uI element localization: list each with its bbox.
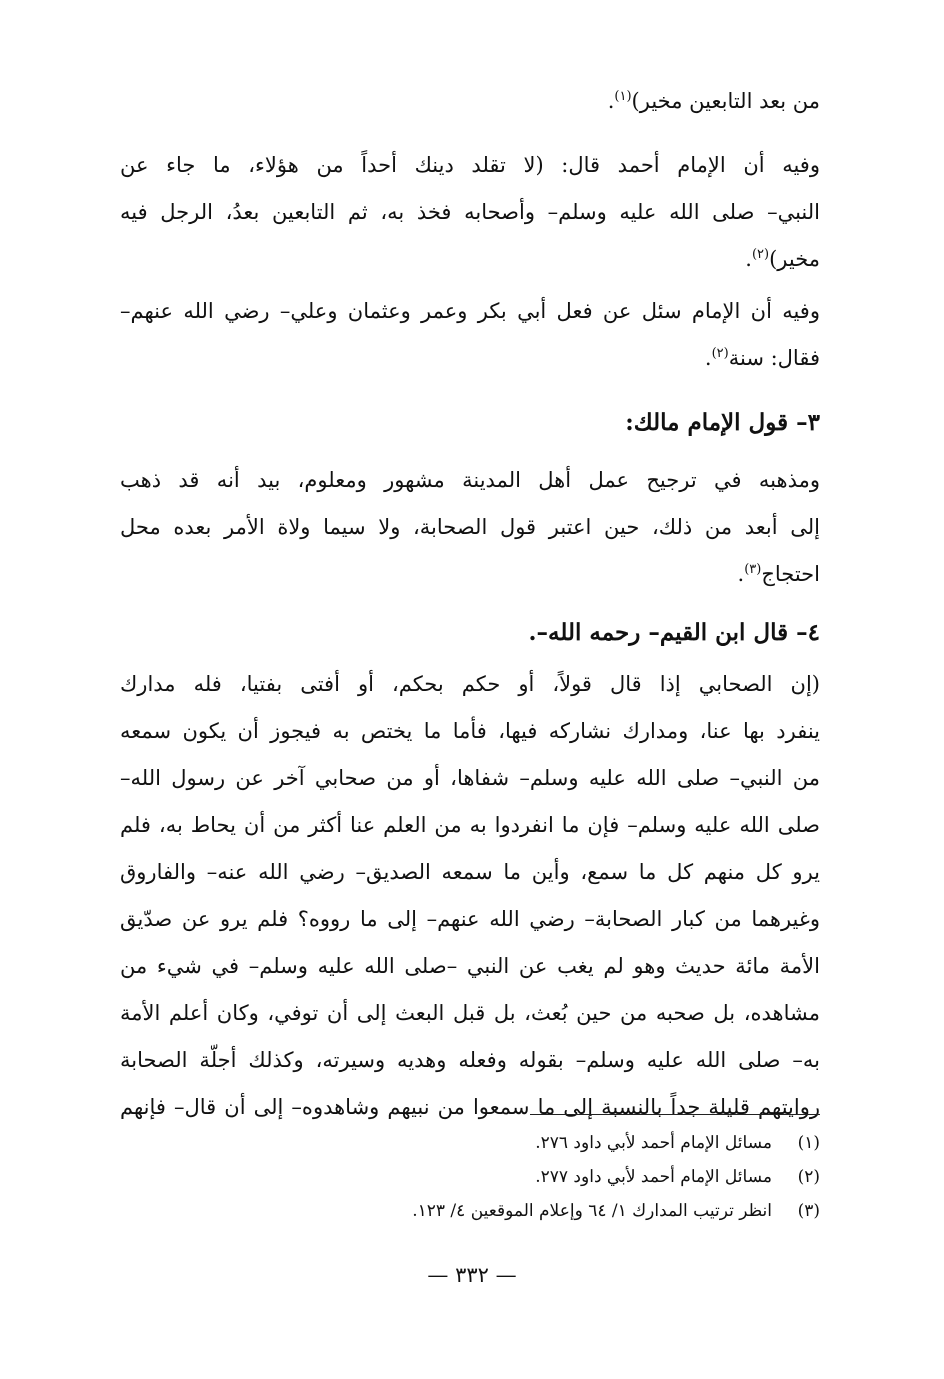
footnote-text: انظر ترتيب المدارك ١/ ٦٤ وإعلام الموقعين ٤/ ١٢٣. [412, 1201, 772, 1221]
footnote-3 [120, 1194, 820, 1228]
text-line: وغيرهما من كبار الصحابة– رضي الله عنهم– إلى ما رووه؟ فلم يرو عن صدّيق [120, 907, 820, 931]
text-line: إلى أبعد من ذلك، حين اعتبر قول الصحابة، ولا سيما ولاة الأمر بعده محل [120, 515, 820, 539]
text-line: وفيه أن الإمام أحمد قال: (لا تقلد دينك أحداً من هؤلاء، ما جاء عن [120, 153, 820, 177]
footnote-2 [120, 1160, 820, 1194]
footnote-ref: (١) [614, 89, 632, 104]
footnote-1 [120, 1126, 820, 1160]
section-heading-ibn-qayyim: ٤– قال ابن القيم– رحمه الله–. [528, 619, 820, 646]
text-line: صلى الله عليه وسلم– فإن ما انفردوا به من العلم عنا أكثر من أن يحاط به، فلم [120, 813, 820, 837]
section-heading-maliki: ٣– قول الإمام مالك: [625, 409, 820, 436]
text-line: مخير)$^{(٢)}$. [745, 247, 820, 271]
footnote-ref: (٢) [751, 247, 770, 262]
text-line: يرو كل منهم كل ما سمع، وأين ما سمعه الصديق– رضي الله عنه– والفاروق [120, 860, 820, 884]
paragraph-4 [120, 457, 820, 598]
text-line: ينفرد بها عنا، ومدارك نشاركه فيها، فأما ما يختص به فيجوز أن يكون سمعه [120, 719, 820, 743]
footnote-number: (٢) [797, 1167, 820, 1187]
footnote-text: مسائل الإمام أحمد لأبي داود ٢٧٧. [535, 1167, 772, 1187]
text-line: فقال: سنة$^{(٢)}$. [704, 346, 820, 370]
footnote-separator [530, 1114, 820, 1115]
paragraph-5 [120, 661, 820, 1131]
footnote-number: (١) [797, 1133, 820, 1153]
text-line: مشاهده، بل صحبه من حين بُعث، بل قبل البعث إلى أن توفي، وكان أعلم الأمة [120, 1001, 820, 1025]
text-line: وفيه أن الإمام سئل عن فعل أبي بكر وعمر وعثمان وعلي– رضي الله عنهم– [120, 299, 820, 323]
footnote-text: مسائل الإمام أحمد لأبي داود ٢٧٦. [535, 1133, 772, 1153]
text-line: النبي– صلى الله عليه وسلم– وأصحابه فخذ به، ثم التابعين بعدُ، الرجل فيه [120, 200, 820, 224]
page-number: — ٣٣٢ — [427, 1263, 517, 1287]
footnote-number: (٣) [797, 1201, 820, 1221]
paragraph-1 [120, 78, 820, 125]
paragraph-2 [120, 142, 820, 283]
text-line: الأمة مائة حديث وهو لم يغب عن النبي –صلى الله عليه وسلم– في شيء من [120, 954, 820, 978]
text-line: ومذهبه في ترجيح عمل أهل المدينة مشهور ومعلوم، بيد أنه قد ذهب [120, 468, 820, 492]
text-line: من النبي– صلى الله عليه وسلم– شفاها، أو من صحابي آخر عن رسول الله– [120, 766, 820, 790]
paragraph-3 [120, 288, 820, 382]
text-line: من بعد التابعين مخير)$^{(١)}$. [607, 89, 820, 113]
text-line: (إن الصحابي إذا قال قولاً، أو حكم بحكم، أو أفتى بفتيا، فله مدارك [120, 672, 820, 696]
text-line: روايتهم قليلة جداً بالنسبة إلى ما سمعوا من نبيهم وشاهدوه– إلى أن قال– فإنهم [120, 1095, 820, 1119]
text-line: احتجاج$^{(٣)}$. [737, 562, 820, 586]
footnote-ref: (٢) [711, 346, 729, 361]
footnote-ref: (٣) [744, 562, 762, 577]
text-line: به– صلى الله عليه وسلم– بقوله وفعله وهديه وسيرته، وكذلك أجلّة الصحابة [120, 1048, 820, 1072]
footnotes [120, 1126, 820, 1228]
